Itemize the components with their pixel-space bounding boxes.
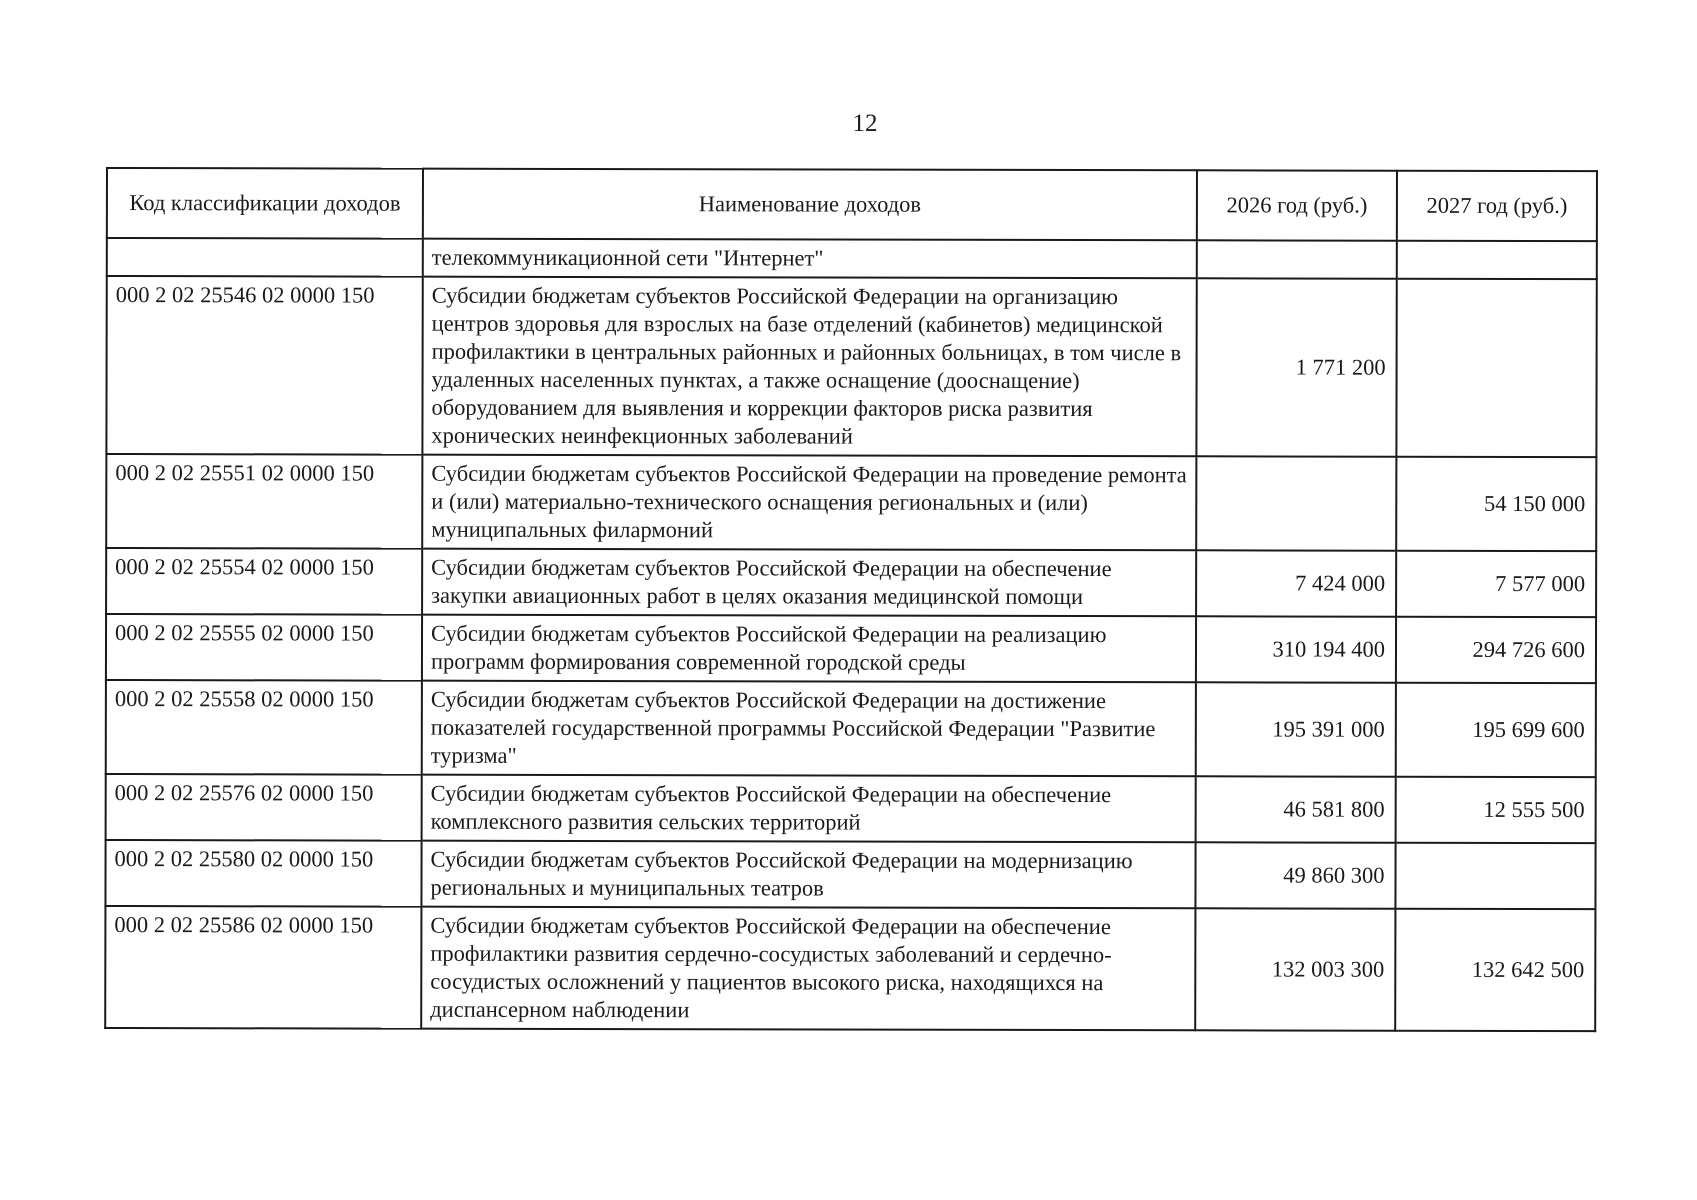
income-name-cell: Субсидии бюджетам субъектов Российской Федерации на проведение ремонта и (или) материально-технического оснащения региональных и (или) муниципальных филармоний <box>422 455 1196 551</box>
amount-2027-cell: 12 555 500 <box>1396 777 1596 843</box>
income-code-cell: 000 2 02 25546 02 0000 150 <box>106 276 422 455</box>
header-code: Код классификации доходов <box>107 168 423 239</box>
amount-2027-cell <box>1396 279 1596 457</box>
income-name-cell: телекоммуникационной сети "Интернет" <box>423 239 1197 279</box>
amount-2026-cell: 49 860 300 <box>1195 842 1395 908</box>
income-code-cell: 000 2 02 25551 02 0000 150 <box>106 454 422 549</box>
amount-2027-cell <box>1397 241 1597 279</box>
table-row <box>106 774 1596 843</box>
income-name-cell: Субсидии бюджетам субъектов Российской Федерации на обеспечение профилактики развития сердечно-сосудистых заболеваний и сердечно-сосудистых осложнений у пациентов высокого риска, находящихся на диспансерном наблюдении <box>421 907 1195 1031</box>
amount-2027-cell: 7 577 000 <box>1396 551 1596 617</box>
income-name-cell: Субсидии бюджетам субъектов Российской Федерации на реализацию программ формирования современной городской среды <box>422 615 1196 683</box>
amount-2026-cell: 7 424 000 <box>1196 550 1396 616</box>
table-row <box>106 680 1596 777</box>
amount-2027-cell: 54 150 000 <box>1396 457 1596 551</box>
amount-2026-cell: 310 194 400 <box>1196 616 1396 682</box>
amount-2026-cell: 132 003 300 <box>1195 908 1395 1030</box>
header-year-2027: 2027 год (руб.) <box>1397 171 1597 241</box>
header-name: Наименование доходов <box>423 169 1197 241</box>
amount-2027-cell: 132 642 500 <box>1395 909 1595 1031</box>
table-row <box>107 238 1597 279</box>
table-header <box>107 168 1597 241</box>
income-code-cell <box>107 238 423 277</box>
income-code-cell: 000 2 02 25580 02 0000 150 <box>105 840 421 907</box>
income-name-cell: Субсидии бюджетам субъектов Российской Федерации на обеспечение комплексного развития сельских территорий <box>422 775 1196 843</box>
amount-2026-cell: 46 581 800 <box>1196 776 1396 842</box>
header-row <box>107 168 1597 241</box>
amount-2026-cell: 1 771 200 <box>1196 278 1396 456</box>
page-number: 12 <box>852 110 878 137</box>
income-name-cell: Субсидии бюджетам субъектов Российской Федерации на обеспечение закупки авиационных работ в целях оказания медицинской помощи <box>422 549 1196 617</box>
table-body <box>105 238 1597 1031</box>
table-row <box>105 906 1595 1031</box>
income-name-cell: Субсидии бюджетам субъектов Российской Федерации на организацию центров здоровья для взрослых на базе отделений (кабинетов) медицинской профилактики в центральных районных и районных больницах, в том числе в удаленных населенных пунктах, а также оснащение (дооснащение) оборудованием для выявления и коррекции факторов риска развития хронических неинфекционных заболеваний <box>422 277 1196 457</box>
table-row <box>106 454 1596 551</box>
amount-2027-cell: 294 726 600 <box>1396 617 1596 683</box>
income-name-cell: Субсидии бюджетам субъектов Российской Федерации на модернизацию региональных и муниципальных театров <box>421 841 1195 909</box>
revenue-table <box>104 167 1598 1032</box>
income-code-cell: 000 2 02 25586 02 0000 150 <box>105 906 421 1029</box>
income-code-cell: 000 2 02 25555 02 0000 150 <box>106 614 422 681</box>
income-code-cell: 000 2 02 25558 02 0000 150 <box>106 680 422 775</box>
amount-2027-cell <box>1395 843 1595 909</box>
income-code-cell: 000 2 02 25554 02 0000 150 <box>106 548 422 615</box>
amount-2026-cell <box>1196 456 1396 550</box>
header-year-2026: 2026 год (руб.) <box>1197 170 1397 240</box>
table-row <box>106 548 1596 617</box>
amount-2026-cell <box>1197 240 1397 278</box>
amount-2026-cell: 195 391 000 <box>1196 682 1396 776</box>
table-row <box>105 840 1595 909</box>
table-row <box>106 614 1596 683</box>
table-row <box>106 276 1596 457</box>
income-name-cell: Субсидии бюджетам субъектов Российской Федерации на достижение показателей государственной программы Российской Федерации "Развитие туризма" <box>422 681 1196 777</box>
income-code-cell: 000 2 02 25576 02 0000 150 <box>106 774 422 841</box>
amount-2027-cell: 195 699 600 <box>1396 683 1596 777</box>
